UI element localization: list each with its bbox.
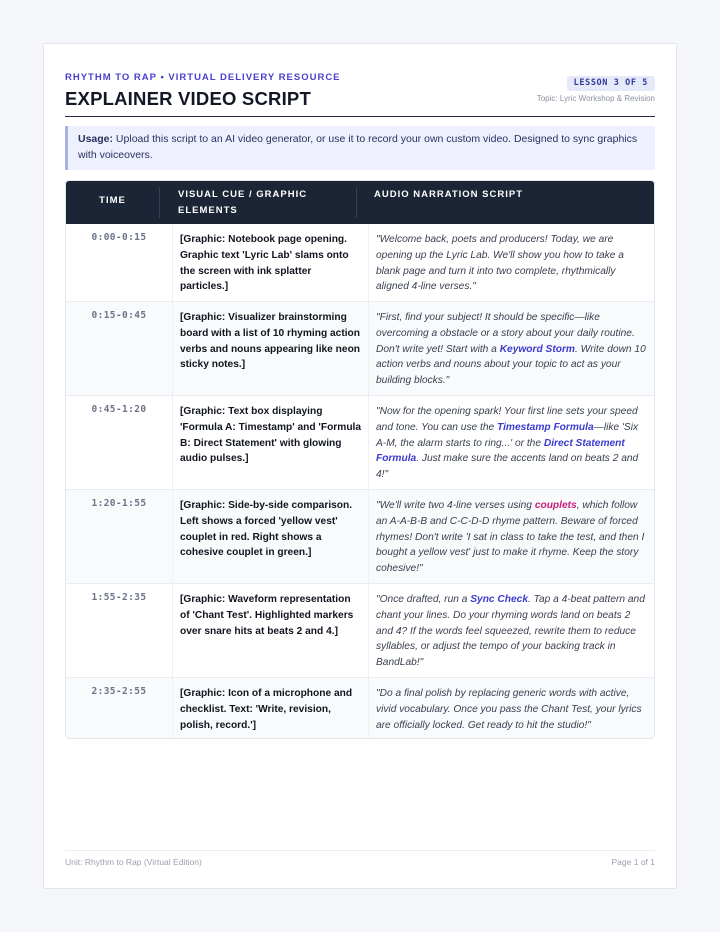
time-cell: 0:00-0:15 [91,232,147,243]
narration-cell [368,302,654,395]
narration-text: "Now for the opening spark! Your first line sets your speed and tone. You can use the [376,406,638,433]
time-cell: 1:55-2:35 [91,592,147,603]
highlighted-term: Timestamp Formula [497,421,594,433]
narration-cell [368,490,654,583]
column-header-time: TIME [66,187,160,218]
visual-cue-cell: [Graphic: Waveform representation of 'Chant Test'. Highlighted markers over snare hits at beats 2 and 4.] [172,584,368,677]
table-row [66,490,654,584]
page-title: EXPLAINER VIDEO SCRIPT [65,88,311,109]
narration-text: "Do a final polish by replacing generic words with active, vivid vocabulary. Once you pass the Chant Test, your lyrics are officially locked. Get ready to hit the studio!" [376,688,642,731]
narration-cell [368,678,654,739]
narration-text: "Once drafted, run a [376,594,471,605]
visual-cue-cell: [Graphic: Text box displaying 'Formula A: Timestamp' and 'Formula B: Direct Statement' with glowing audio pulses.] [172,396,368,489]
time-cell: 1:20-1:55 [91,498,147,509]
highlighted-term: couplets [534,500,577,511]
narration-text: "We'll write two 4-line verses using [376,500,535,511]
lesson-badge: LESSON 3 OF 5 [567,76,655,91]
visual-cue-cell: [Graphic: Notebook page opening. Graphic text 'Lyric Lab' slams onto the screen with ink splatter particles.] [172,224,368,301]
table-row [66,396,654,490]
usage-text: Upload this script to an AI video generator, or use it to record your own custom video. Designed to sync graphics with voiceovers. [78,133,638,161]
topic-label: Topic: Lyric Workshop & Revision [536,94,655,103]
highlighted-term: Direct Statement Formula [376,437,625,465]
visual-cue-cell: [Graphic: Icon of a microphone and checklist. Text: 'Write, revision, polish, record.'] [172,678,368,739]
series-label: RHYTHM TO RAP • VIRTUAL DELIVERY RESOURCE [65,72,341,83]
table-body [66,224,654,739]
narration-text: "First, find your subject! It should be specific—like overcoming a obstacle or a story about your daily routine. Don't write yet! Start with a [376,312,635,355]
table-row [66,678,654,739]
narration-cell [368,224,654,301]
usage-label: Usage: [78,133,114,145]
narration-cell [368,396,654,489]
narration-text: "Welcome back, poets and producers! Today, we are opening up the Lyric Lab. We'll show you how to take a blank page and turn it into two complete, rhythmically aligned 4-line verses." [376,234,624,293]
time-cell: 0:45-1:20 [91,404,147,415]
table-row [66,584,654,678]
narration-text: . Tap a 4-beat pattern and chant your lines. Do your rhyming words land on beats 2 and 4? If the words feel squeezed, rewrite them to reduce syllables, or adjust the tempo of your backing track in BandLab!" [376,594,645,669]
highlighted-term: Sync Check [470,594,528,605]
highlighted-term: Keyword Storm [499,343,575,355]
table-row [66,224,654,302]
narration-text: —like 'Six A-M, the alarm starts to ring...' or the [376,421,639,449]
table-header [66,181,654,224]
script-table [65,180,655,739]
narration-text: . Just make sure the accents land on beats 2 and 4!" [376,453,639,481]
usage-note [65,126,655,170]
visual-cue-cell: [Graphic: Side-by-side comparison. Left shows a forced 'yellow vest' couplet in red. Right shows a cohesive couplet in green.] [172,490,368,583]
narration-text: , which follow an A-A-B-B and C-C-D-D rhyme pattern. Beware of forced rhymes! Don't write 'I sat in class to take the test, and then I bought a yellow vest' just to make it rhyme. Keep the story cohesive!" [376,500,645,575]
time-cell: 2:35-2:55 [91,686,147,697]
column-header-audio: AUDIO NARRATION SCRIPT [374,189,524,200]
time-cell: 0:15-0:45 [91,310,147,321]
footer-unit: Unit: Rhythm to Rap (Virtual Edition) [65,857,202,867]
column-header-visual: VISUAL CUE / GRAPHIC ELEMENTS [178,189,308,216]
page-header [65,72,655,117]
footer-page-number: Page 1 of 1 [611,857,655,867]
table-row [66,302,654,396]
script-page [43,43,677,889]
footer-divider [65,850,655,851]
visual-cue-cell: [Graphic: Visualizer brainstorming board with a list of 10 rhyming action verbs and nouns appearing like neon sticky notes.] [172,302,368,395]
narration-text: . Write down 10 action verbs and nouns about your topic to act as your building blocks." [376,343,646,387]
narration-cell [368,584,654,677]
